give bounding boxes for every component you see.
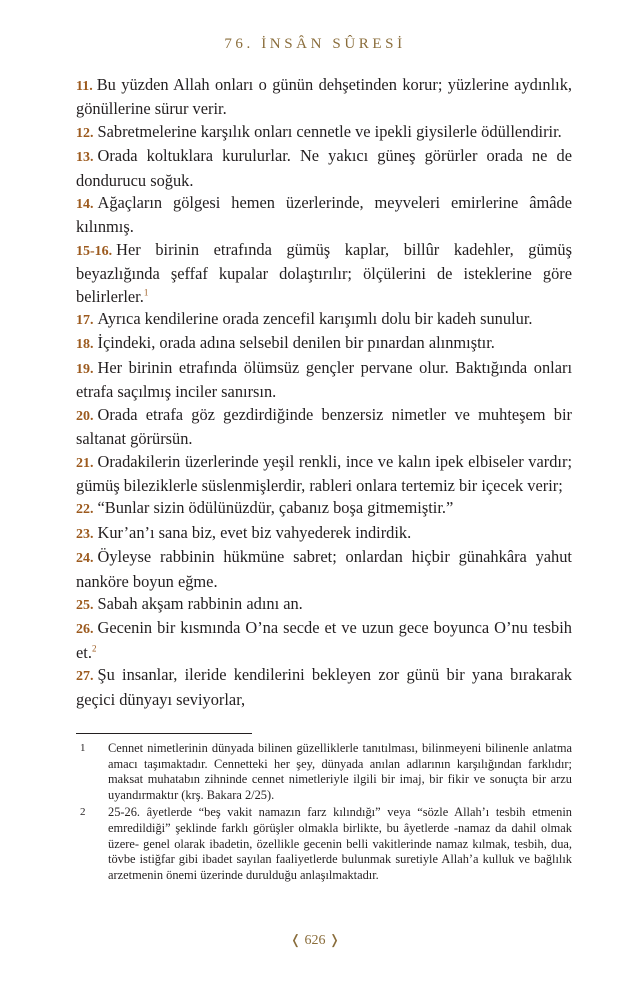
verse-number: 17. (76, 313, 94, 329)
page-number (0, 932, 630, 949)
verse-text: Her birinin etrafında gümüş kaplar, billûr kadehler, gümüş beyazlığında şeffaf kupalar dolaştırılır; ölçülerini de isteklerine göre belirlerler. (76, 239, 572, 306)
verse (76, 546, 572, 593)
page-number-text: 626 (304, 933, 326, 948)
ornament-left-icon: ❬ (290, 932, 301, 947)
verse (76, 451, 572, 498)
verse-text: Ayrıca kendilerine orada zencefil karışımlı dolu bir kadeh sunulur. (97, 309, 533, 329)
verse-text: Orada etrafa göz gezdirdiğinde benzersiz nimetler ve muhteşem bir saltanat görürsün. (76, 404, 572, 449)
verse-text: Sabretmelerine karşılık onları cennetle ve ipekli giysilerle ödüllendirir. (97, 121, 562, 141)
verse (76, 593, 572, 617)
footnote-text: Cennet nimetlerinin dünyada bilinen güzelliklerle tanıtılması, bilinmeyeni bilinenle anlatma amacı taşımaktadır. Cennetteki her şey, dünyada anılan adlarının karşılığından farklıdır; maksat muhatabın zihninde cennet nimetleriyle ilgili bir imaj, bir fikir ve sonuçta bir arzu uyandırmaktır (krş. Bakara 2/25). (108, 741, 572, 802)
verse-text: Gecenin bir kısmında O’na secde et ve uzun gece boyunca O’nu tesbih et. (76, 618, 572, 662)
verse-text: Şu insanlar, ileride kendilerini bekleyen zor günü bir yana bırakarak geçici dünyayı seviyorlar, (76, 665, 572, 709)
verse-number: 26. (76, 622, 94, 638)
verse-text: “Bunlar sizin ödülünüzdür, çabanız boşa gitmemiştir.” (97, 498, 454, 518)
verse-text: Sabah akşam rabbinin adını an. (97, 593, 303, 613)
verse (76, 308, 572, 332)
verse-text: Kur’an’ı sana biz, evet biz vahyederek indirdik. (97, 522, 412, 542)
verse-number: 14. (76, 197, 94, 213)
verse (76, 121, 572, 145)
verse-number: 13. (76, 150, 94, 166)
footnote-number: 1 (80, 742, 86, 754)
verse (76, 404, 572, 451)
verse (76, 664, 572, 711)
footnote-number: 2 (80, 806, 86, 819)
footnote-ref[interactable]: 1 (143, 287, 149, 298)
verse-number: 15-16. (76, 243, 113, 259)
verse (76, 192, 572, 239)
verse (76, 357, 572, 404)
verse-text: Oradakilerin üzerlerinde yeşil renkli, ince ve kalın ipek elbiseler vardır; gümüş bileziklerle süslenmişlerdir, rableri onlara tertemiz bir içecek verir; (76, 451, 572, 495)
verse-list (76, 74, 572, 711)
verse-number: 24. (76, 551, 94, 567)
verse-number: 12. (76, 125, 94, 141)
verse-number: 22. (76, 502, 94, 518)
verse-number: 11. (76, 79, 93, 94)
footnotes (76, 741, 572, 885)
verse (76, 617, 572, 664)
verse-text: Öyleyse rabbinin hükmüne sabret; onlardan hiçbir günahkâra yahut nankörе boyun eğme. (76, 547, 572, 591)
footnote-text: 25-26. âyetlerde “beş vakit namazın farz kılındığı” veya “sözle Allah’ı tesbih etmenin emredildiği” şeklinde farklı görüşler olmakla birlikte, bu âyetlerde -namaz da dahil olmak üzere- genel olarak ibadetin, özellikle gecenin belli vakitlerinde namaz kılmak, tesbih, dua, tövbe istiğfar gibi ibadet sayılan faaliyetlerde bulunmak suretiyle Allah’a kulluk ve bağlılık arzetmenin önemi üzerinde durulduğu anlaşılmaktadır. (108, 805, 572, 882)
footnote-ref[interactable]: 2 (91, 643, 97, 654)
verse-text: İçindeki, orada adına selsebil denilen bir pınardan alınmıştır. (97, 333, 495, 353)
verse-number: 19. (76, 361, 94, 377)
verse-number: 27. (76, 669, 94, 685)
verse (76, 74, 572, 121)
running-header: 76. İNSÂN SÛRESİ (224, 36, 406, 52)
footnote-divider (76, 733, 252, 734)
verse-text: Her birinin etrafında ölümsüz gençler pervane olur. Baktığında onları etrafa saçılmış inciler sanırsın. (76, 357, 572, 402)
verse (76, 522, 572, 546)
verse-number: 21. (76, 455, 94, 471)
verse-number: 23. (76, 526, 94, 542)
footnote (76, 741, 572, 803)
verse-text: Orada koltuklara kurulurlar. Ne yakıcı güneş görürler orada ne de dondurucu soğuk. (76, 146, 572, 190)
ornament-right-icon: ❭ (329, 932, 340, 947)
verse-text: Bu yüzden Allah onları o günün dehşetinden korur; yüzlerine aydınlık, gönüllerine sürur verir. (76, 75, 572, 119)
verse (76, 332, 572, 356)
verse (76, 239, 572, 308)
footnote (76, 805, 572, 883)
verse-number: 20. (76, 408, 94, 424)
verse (76, 145, 572, 192)
verse-text: Ağaçların gölgesi hemen üzerlerinde, meyveleri emirlerine âmâde kılınmış. (76, 193, 572, 237)
verse (76, 497, 572, 521)
verse-number: 18. (76, 337, 94, 353)
verse-number: 25. (76, 597, 94, 613)
